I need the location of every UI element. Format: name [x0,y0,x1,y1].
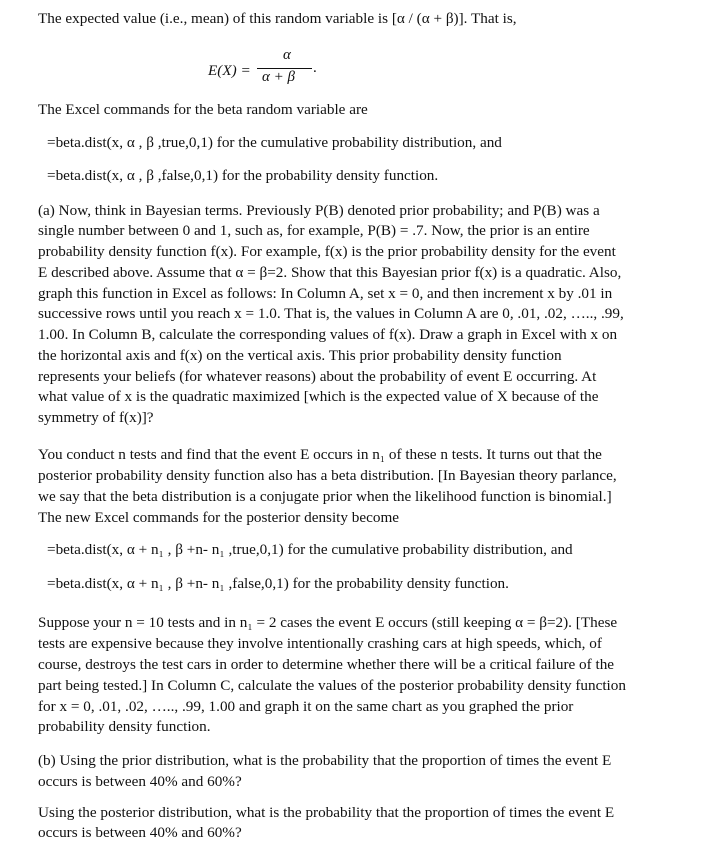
text-line: single number between 0 and 1, such as, for example, P(B) = .7. Now, the prior is an entire [38,222,590,239]
equation-period: . [313,60,317,76]
posterior-command-cumulative: =beta.dist(x, α + n₁ , β +n- n₁ ,true,0,1) for the cumulative probability distribution, and [47,541,573,558]
equation-numerator: α [283,47,291,63]
posterior-command-density: =beta.dist(x, α + n₁ , β +n- n₁ ,false,0,1) for the probability density function. [47,575,509,592]
text-line: graph this function in Excel as follows: In Column A, set x = 0, and then increment x by .01 in [38,285,613,302]
text-line: The Excel commands for the beta random variable are [38,101,368,118]
text-line: for x = 0, .01, .02, ….., .99, 1.00 and graph it on the same chart as you graphed the prior [38,698,574,715]
text-line: E described above. Assume that α = β=2. Show that this Bayesian prior f(x) is a quadratic. Also, [38,264,622,281]
excel-command-cumulative: =beta.dist(x, α , β ,true,0,1) for the cumulative probability distribution, and [47,134,502,151]
text-line: represents your beliefs (for whatever reasons) about the probability of event E occurring. At [38,368,597,385]
equation-denominator: α + β [262,69,295,85]
text-line: the horizontal axis and f(x) on the vertical axis. This prior probability density function [38,347,562,364]
text-line: (a) Now, think in Bayesian terms. Previously P(B) denoted prior probability; and P(B) was a [38,202,600,219]
question-b-posterior: Using the posterior distribution, what is the probability that the proportion of times the event E [38,804,615,821]
text-line: posterior probability density function also has a beta distribution. [In Bayesian theory parlance, [38,467,617,484]
text-line: You conduct n tests and find that the event E occurs in n₁ of these n tests. It turns out that the [38,446,602,463]
text-line: The expected value (i.e., mean) of this random variable is [α / (α + β)]. That is, [38,10,517,27]
text-line: probability density function f(x). For example, f(x) is the prior probability density for the event [38,243,616,260]
text-line: The new Excel commands for the posterior density become [38,509,400,526]
text-line: successive rows until you reach x = 1.0. That is, the values in Column A are 0, .01, .02, ….., .99, [38,305,624,322]
text-line: what value of x is the quadratic maximized [which is the expected value of X because of the [38,388,599,405]
equation-lhs: E(X) = [208,62,251,79]
text-line: part being tested.] In Column C, calculate the values of the posterior probability density function [38,677,626,694]
text-line: occurs is between 40% and 60%? [38,824,242,841]
text-line: Suppose your n = 10 tests and in n₁ = 2 cases the event E occurs (still keeping α = β=2). [These [38,614,618,631]
question-b-prior: (b) Using the prior distribution, what is the probability that the proportion of times the event E [38,752,612,769]
text-line: course, destroys the test cars in order to determine whether there will be a critical failure of the [38,656,615,673]
excel-command-density: =beta.dist(x, α , β ,false,0,1) for the probability density function. [47,167,439,184]
text-line: probability density function. [38,718,211,735]
text-line: 1.00. In Column B, calculate the corresponding values of f(x). Draw a graph in Excel with x on [38,326,618,343]
text-line: we say that the beta distribution is a conjugate prior when the likelihood function is binomial.] [38,488,612,505]
text-line: tests are expensive because they involve intentionally crashing cars at high speeds, which, of [38,635,602,652]
text-line: symmetry of f(x)]? [38,409,154,426]
text-line: occurs is between 40% and 60%? [38,773,242,790]
